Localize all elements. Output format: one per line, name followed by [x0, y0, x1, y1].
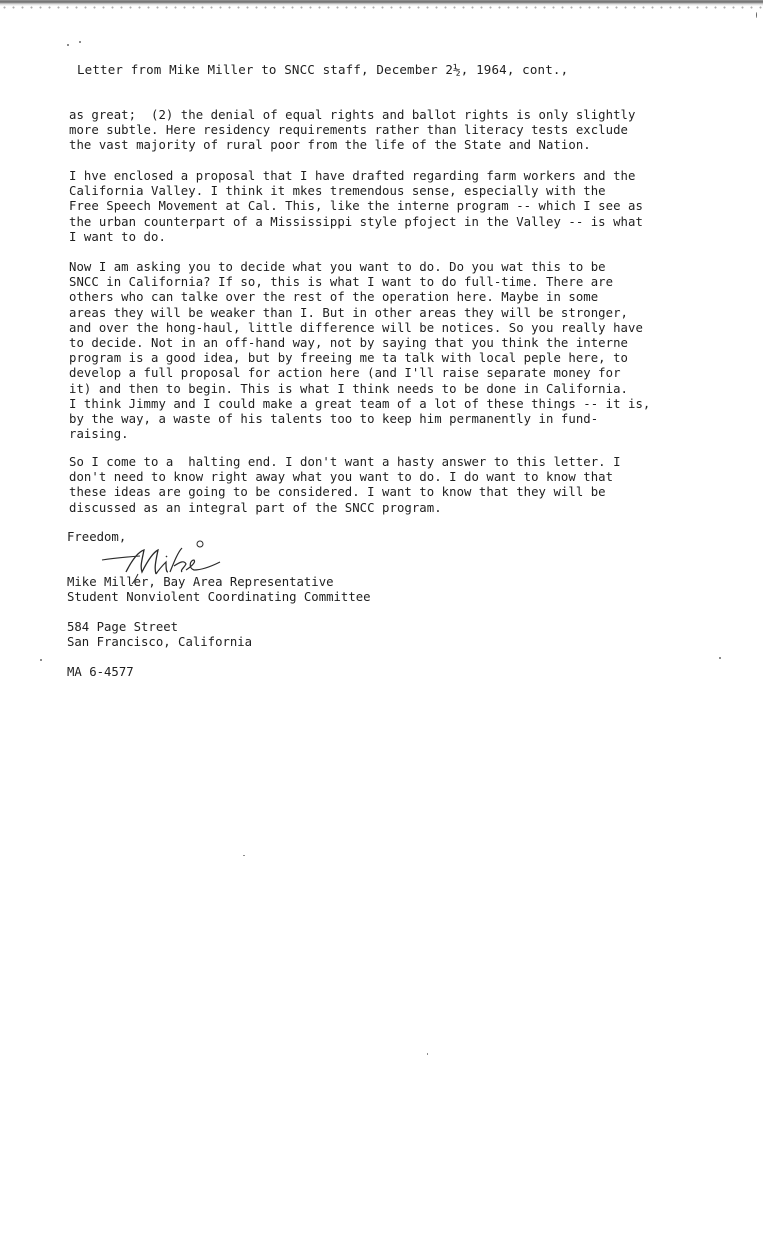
page-top-edge-texture [0, 6, 763, 9]
scan-speck [427, 1053, 428, 1055]
letter-header: Letter from Mike Miller to SNCC staff, December 2½, 1964, cont., [77, 62, 569, 77]
letter-paragraph: as great; (2) the denial of equal rights and ballot rights is only slightly more subtle. Here residency requirements rather than literacy tests exclude the vast majority of rural poor from the life of the State and Nation. [69, 108, 636, 153]
letter-paragraph: I hve enclosed a proposal that I have drafted regarding farm workers and the California Valley. I think it mkes tremendous sense, especially with the Free Speech Movement at Cal. This, like the interne program -- which I see as the urban counterpart of a Mississippi style pfoject in the Valley -- is what I want to do. [69, 169, 643, 244]
scan-speck [719, 657, 721, 659]
sender-name: Mike Miller, Bay Area Representative [67, 575, 334, 589]
scan-speck [756, 12, 757, 18]
sender-organization: Student Nonviolent Coordinating Committee [67, 590, 371, 604]
scan-speck [79, 41, 81, 43]
phone-number: MA 6-4577 [67, 665, 134, 679]
letter-paragraph: So I come to a halting end. I don't want a hasty answer to this letter. I don't need to know right away what you want to do. I do want to know that these ideas are going to be considered. I want to know that they will be discussed as an integral part of the SNCC program. [69, 455, 621, 515]
scan-speck [40, 659, 42, 661]
letter-closing: Freedom, [67, 530, 127, 544]
address-street: 584 Page Street [67, 620, 179, 634]
address-city: San Francisco, California [67, 635, 253, 649]
letter-paragraph: Now I am asking you to decide what you want to do. Do you wat this to be SNCC in California? If so, this is what I want to do full-time. There are others who can talke over the rest of the operation here. Maybe in some areas they will be weaker than I. But in other areas they will be stronger, and over the hong-haul, little difference will be notices. So you really have to decide. Not in an off-hand way, not by saying that you think the interne program is a good idea, but by freeing me ta talk with local peple here, to develop a full proposal for action here (and I'll raise separate money for it) and then to begin. This is what I think needs to be done in California. I think Jimmy and I could make a great team of a lot of these things -- it is, by the way, a waste of his talents too to keep him permanently in fund- raising. [69, 260, 651, 442]
scan-speck [243, 855, 245, 856]
scan-speck [67, 44, 69, 46]
